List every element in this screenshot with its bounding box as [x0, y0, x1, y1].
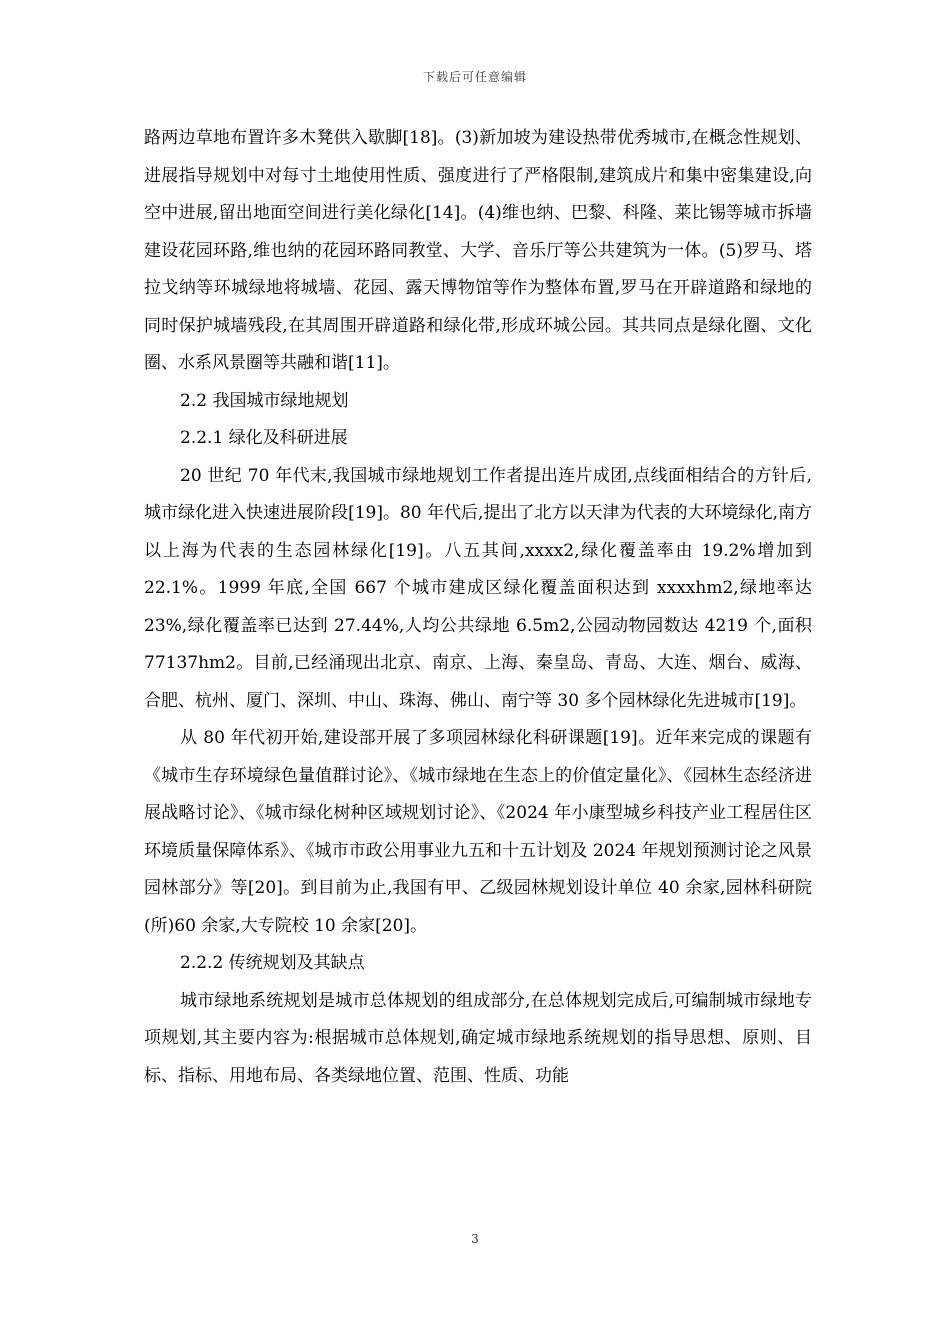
document-body [144, 120, 812, 1095]
paragraph-greening-progress: 20 世纪 70 年代末,我国城市绿地规划工作者提出连片成团,点线面相结合的方针后,城市绿化进入快速进展阶段[19]。80 年代后,提出了北方以天津为代表的大环境绿化,南方以上海为代表的生态园林绿化[19]。八五其间,xxxx2,绿化覆盖率由 19.2%增加到 22.1%。1999 年底,全国 667 个城市建成区绿化覆盖面积达到 xxxxhm2,绿地率达 23%,绿化覆盖率已达到 27.44%,人均公共绿地 6.5m2,公园动物园数达 4219 个,面积 77137hm2。目前,已经涌现出北京、南京、上海、秦皇岛、青岛、大连、烟台、威海、合肥、杭州、厦门、深圳、中山、珠海、佛山、南宁等 30 多个园林绿化先进城市[19]。 [144, 465, 812, 711]
paragraph-foreign-examples: 路两边草地布置许多木凳供入歇脚[18]。(3)新加坡为建设热带优秀城市,在概念性规划、进展指导规划中对每寸土地使用性质、强度进行了严格限制,建筑成片和集中密集建设,向空中进展,留出地面空间进行美化绿化[14]。(4)维也纳、巴黎、科隆、莱比锡等城市拆墙建设花园环路,维也纳的花园环路同教堂、大学、音乐厅等公共建筑为一体。(5)罗马、塔拉戈纳等环城绿地将城墙、花园、露天博物馆等作为整体布置,罗马在开辟道路和绿地的同时保护城墙残段,在其周围开辟道路和绿化带,形成环城公园。其共同点是绿化圈、文化圈、水系风景圈等共融和谐[11]。 [144, 128, 812, 373]
paragraph-traditional-planning: 城市绿地系统规划是城市总体规划的组成部分,在总体规划完成后,可编制城市绿地专项规划,其主要内容为:根据城市总体规划,确定城市绿地系统规划的指导思想、原则、目标、指标、用地布局、各类绿地位置、范围、性质、功能 [144, 990, 812, 1086]
page-number: 3 [471, 1232, 479, 1246]
section-heading-2-2-2: 2.2.2 传统规划及其缺点 [180, 953, 365, 973]
section-heading-2-2-1: 2.2.1 绿化及科研进展 [180, 428, 348, 448]
section-heading-2-2: 2.2 我国城市绿地规划 [180, 390, 349, 411]
paragraph-research-topics: 从 80 年代初开始,建设部开展了多项园林绿化科研课题[19]。近年来完成的课题有《城市生存环境绿色量值群讨论》、《城市绿地在生态上的价值定量化》、《园林生态经济进展战略讨论》、《城市绿化树种区域规划讨论》、《2024 年小康型城乡科技产业工程居住区环境质量保障体系》、《城市市政公用事业九五和十五计划及 2024 年规划预测讨论之风景园林部分》等[20]。到目前为止,我国有甲、乙级园林规划设计单位 40 余家,园林科研院(所)60 余家,大专院校 10 余家[20]。 [144, 728, 812, 936]
page-header: 下载后可任意编辑 [422, 70, 527, 84]
